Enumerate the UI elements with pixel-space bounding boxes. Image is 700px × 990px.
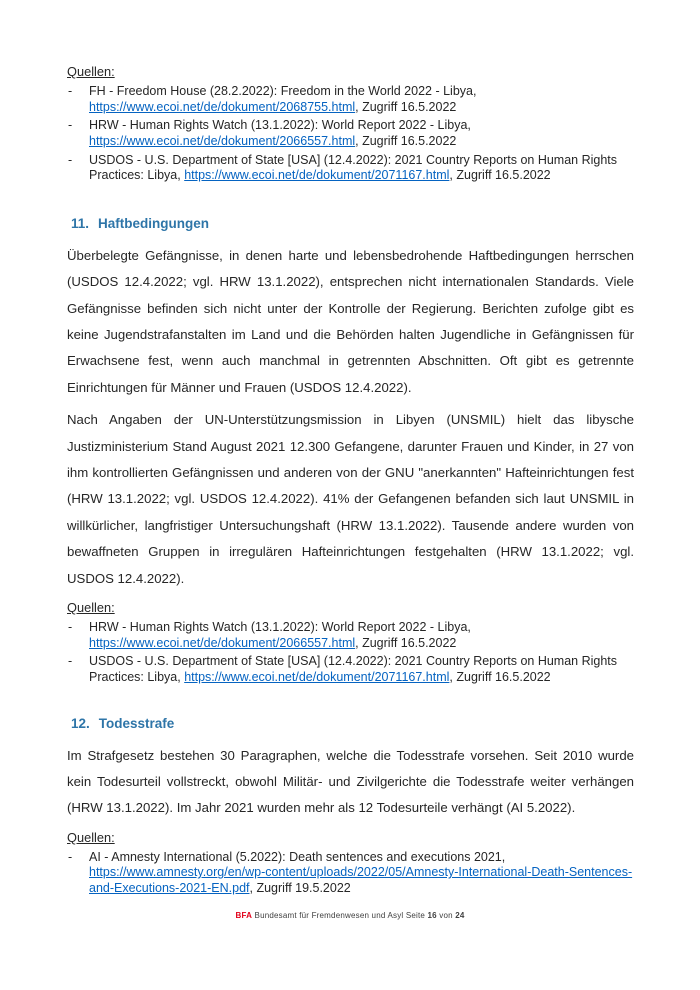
source-text: , Zugriff 16.5.2022 [355, 133, 457, 148]
source-text: USDOS - U.S. Department of State [USA] (12.4.2022): 2021 Country Reports on Human Rights Practices: Libya, [89, 654, 618, 684]
list-dash: - [68, 84, 73, 98]
source-item [67, 654, 634, 685]
list-dash: - [68, 849, 73, 864]
source-text: FH - Freedom House (28.2.2022): Freedom in the World 2022 - Libya, [89, 84, 477, 98]
footer-org-name: Bundesamt für Fremdenwesen und Asyl [254, 911, 404, 920]
source-text: , Zugriff 16.5.2022 [355, 635, 457, 650]
source-text: , Zugriff 16.5.2022 [355, 99, 457, 114]
source-list [67, 850, 634, 897]
source-item [67, 118, 634, 149]
source-list [67, 84, 634, 184]
sources-label: Quellen: [67, 600, 115, 616]
source-item [67, 153, 634, 184]
footer-page-label: Seite [405, 911, 426, 920]
source-text: , Zugriff 19.5.2022 [249, 881, 351, 895]
paragraph-todesstrafe-1: Im Strafgesetz bestehen 30 Paragraphen, welche die Todesstrafe vorsehen. Seit 2010 wurde kein Todesurteil vollstreckt, obwohl Militär- und Zivilgerichte die Todesstrafe weiter verhängen (HRW 13.1.2022). Im Jahr 2021 wurden mehr als 12 Todesurteile verhängt (AI 5.2022). [67, 747, 634, 816]
heading-title: Todesstrafe [98, 715, 175, 731]
source-item [67, 84, 634, 115]
footer-total-pages: 24 [455, 911, 465, 920]
source-list [67, 620, 634, 686]
source-text: , Zugriff 16.5.2022 [449, 669, 551, 684]
heading-title: Haftbedingungen [98, 215, 210, 231]
list-dash: - [68, 620, 73, 635]
source-text: HRW - Human Rights Watch (13.1.2022): World Report 2022 - Libya, [89, 620, 471, 635]
footer-von-label: von [439, 911, 453, 920]
source-item [67, 620, 634, 651]
source-link[interactable]: https://www.amnesty.org/en/wp-content/uploads/2022/05/Amnesty-International-Death-Sentences-and-Executions-2021-EN.pdf [89, 865, 633, 895]
source-link[interactable]: https://www.ecoi.net/de/dokument/2066557.html [89, 133, 356, 148]
footer-page-number: 16 [427, 911, 437, 920]
list-dash: - [68, 654, 73, 669]
source-item [67, 850, 634, 897]
source-text: HRW - Human Rights Watch (13.1.2022): World Report 2022 - Libya, [89, 118, 471, 133]
source-link[interactable]: https://www.ecoi.net/de/dokument/2068755.html [89, 99, 356, 114]
source-text: , Zugriff 16.5.2022 [449, 168, 551, 183]
page-footer [0, 911, 700, 920]
sources-section-3 [67, 830, 634, 897]
list-dash: - [68, 118, 73, 133]
section-heading-11 [71, 216, 634, 231]
heading-number: 11. [71, 215, 90, 231]
source-link[interactable]: https://www.ecoi.net/de/dokument/2066557.html [89, 635, 356, 650]
sources-label: Quellen: [67, 829, 115, 845]
source-link[interactable]: https://www.ecoi.net/de/dokument/2071167.html [184, 669, 450, 684]
sources-section-1 [67, 64, 634, 184]
paragraph-haftbedingungen-1: Überbelegte Gefängnisse, in denen harte und lebensbedrohende Haftbedingungen herrschen (USDOS 12.4.2022; vgl. HRW 13.1.2022), entsprechen nicht internationalen Standards. Viele Gefängnisse befinden sich nicht unter der Kontrolle der Regierung. Berichten zufolge gibt es keine Jugendstrafanstalten im Land und die Behörden halten Jugendliche in Gefängnissen für Erwachsene fest, wenn auch manchmal in getrennten Abschnitten. Oft gibt es getrennte Einrichtungen für Männer und Frauen (USDOS 12.4.2022). [67, 247, 634, 395]
source-link[interactable]: https://www.ecoi.net/de/dokument/2071167.html [184, 168, 450, 183]
sources-section-2 [67, 600, 634, 686]
list-dash: - [68, 152, 73, 167]
footer-brand: BFA [235, 911, 253, 920]
sources-label: Quellen: [67, 64, 115, 79]
heading-number: 12. [71, 715, 90, 731]
paragraph-haftbedingungen-2: Nach Angaben der UN-Unterstützungsmission in Libyen (UNSMIL) hielt das libysche Justizministerium Stand August 2021 12.300 Gefangene, darunter Frauen und Kinder, in 27 von ihm kontrollierten Gefängnissen und anderen von der GNU "anerkannten" Hafteinrichtungen fest (HRW 13.1.2022; vgl. USDOS 12.4.2022). 41% der Gefangenen befanden sich laut UNSMIL in willkürlicher, langfristiger Untersuchungshaft (HRW 13.1.2022). Tausende andere wurden von bewaffneten Gruppen in irregulären Hafteinrichtungen festgehalten (HRW 13.1.2022; vgl. USDOS 12.4.2022). [67, 412, 634, 586]
source-text: AI - Amnesty International (5.2022): Death sentences and executions 2021, [89, 849, 506, 864]
section-heading-12 [71, 716, 634, 731]
source-text: USDOS - U.S. Department of State [USA] (12.4.2022): 2021 Country Reports on Human Rights Practices: Libya, [89, 152, 618, 183]
